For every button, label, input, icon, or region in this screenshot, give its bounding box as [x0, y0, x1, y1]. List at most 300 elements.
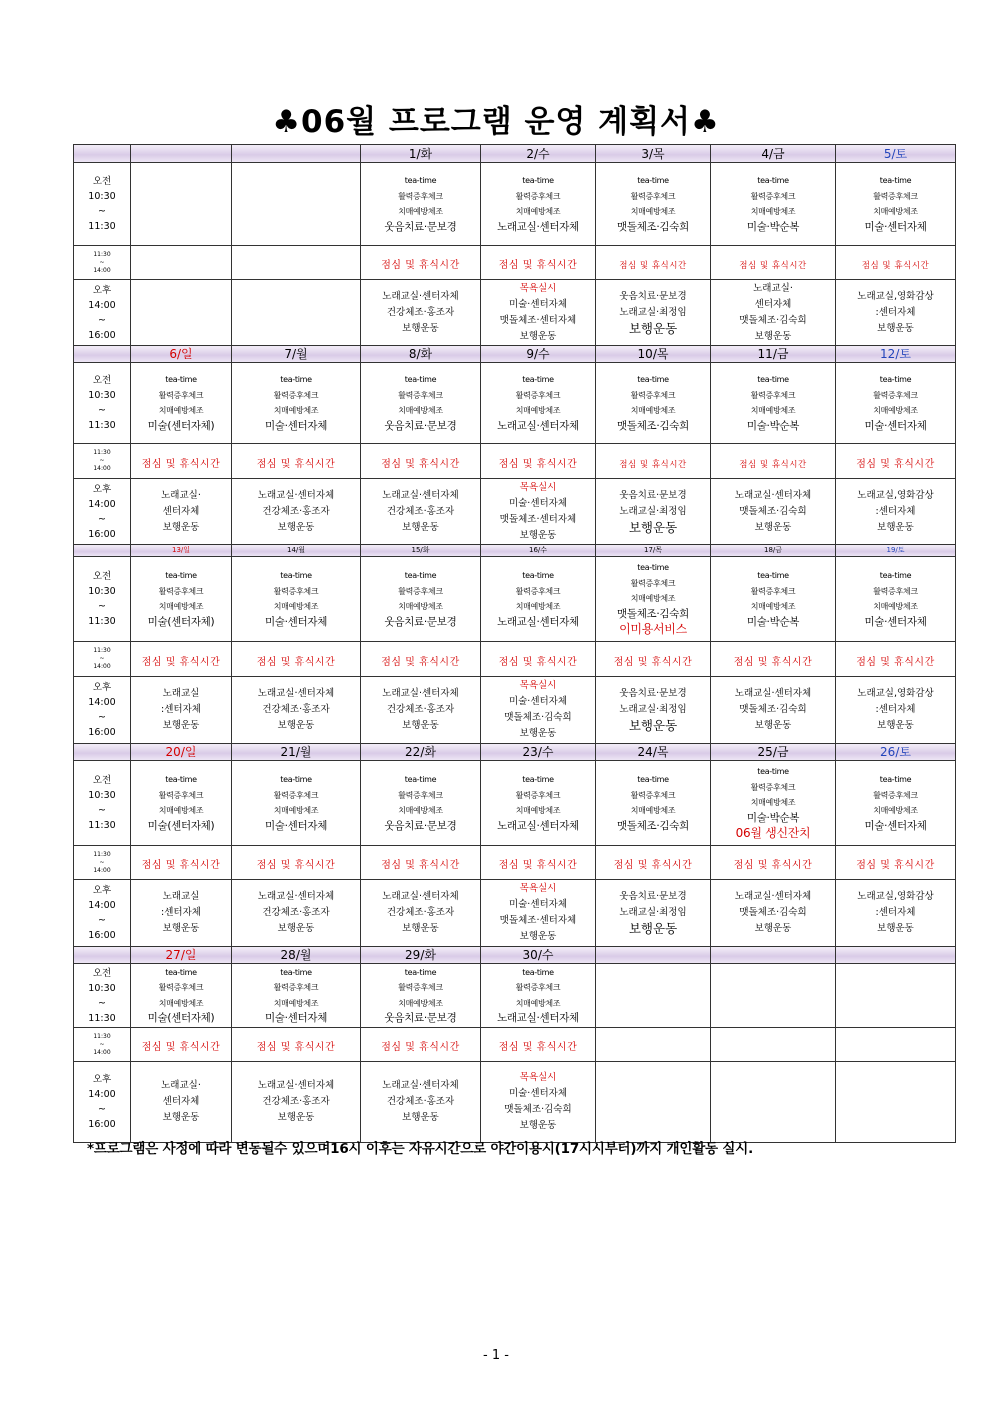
afternoon-cell [711, 280, 836, 346]
afternoon-cell [711, 479, 836, 545]
date-label: 18/금 [763, 546, 783, 554]
time-text: 11:30 [88, 820, 116, 831]
program-line: 보행운동 [754, 330, 792, 342]
time-text: 11:30 [88, 221, 116, 232]
lunch-cell [131, 1028, 232, 1062]
afternoon-cell [361, 1062, 481, 1143]
lunch-row [74, 444, 956, 479]
afternoon-cell [361, 280, 481, 346]
afternoon-program-list [232, 1078, 360, 1126]
program-line: 맷돌체조·김숙희 [504, 712, 572, 723]
program-line: 건강체조·홍조자 [386, 306, 455, 318]
morning-cell [232, 964, 361, 1028]
date-label: 12/토 [880, 347, 911, 361]
program-line: 노래교실·최정임 [619, 306, 687, 318]
program-line: 활력증후체크 [158, 586, 204, 596]
date-header [596, 145, 711, 163]
program-line: 웃음치료·문보경 [619, 489, 687, 501]
program-line: 치매예방체조 [630, 207, 676, 216]
time-text: ~ [98, 805, 106, 816]
program-line: 미술(센터자체) [147, 615, 215, 628]
program-line: 활력증후체크 [515, 586, 561, 596]
lunch-cell [836, 846, 956, 880]
lunch-text: 점심 및 휴식시간 [856, 458, 935, 470]
afternoon-cell [481, 880, 596, 947]
program-line: 맷돌체조·김숙희 [739, 704, 807, 715]
date-header [481, 346, 596, 363]
morning-empty-cell [232, 163, 361, 246]
date-label: 16/수 [528, 546, 548, 554]
program-line: tea-time [757, 767, 789, 777]
lunch-cell [232, 846, 361, 880]
program-line: 활력증후체크 [273, 790, 319, 800]
program-line: 노래교실·센터자체 [734, 688, 812, 699]
afternoon-cell [836, 280, 956, 346]
program-line: 보행운동 [402, 720, 439, 731]
program-line: 건강체조·홍조자 [386, 505, 455, 517]
time-text: ~ [98, 314, 106, 326]
program-line: 치매예방체조 [158, 406, 204, 415]
program-line: 치매예방체조 [273, 806, 319, 815]
date-header [596, 346, 711, 363]
date-header [361, 346, 481, 363]
afternoon-program-list [836, 889, 955, 937]
afternoon-row [74, 280, 956, 346]
program-line: 미술·센터자체 [264, 615, 328, 628]
program-line: 보행운동 [402, 923, 439, 934]
morning-program-list [711, 372, 835, 434]
afternoon-cell [131, 479, 232, 545]
lunch-text: 점심 및 휴식시간 [856, 656, 935, 668]
morning-program-list [711, 568, 835, 630]
morning-cell [481, 964, 596, 1028]
program-line: 이미용서비스 [619, 622, 687, 637]
time-label-afternoon [74, 1062, 131, 1143]
program-line: 미술·센터자체 [864, 419, 927, 432]
program-line: 활력증후체크 [873, 191, 918, 201]
program-line: tea-time [637, 375, 669, 384]
date-header [596, 545, 711, 557]
program-line: 활력증후체크 [515, 191, 561, 201]
program-line: 보행운동 [402, 521, 439, 533]
morning-program-list [596, 173, 710, 235]
program-line: 활력증후체크 [273, 586, 319, 596]
program-line: :센터자체 [875, 704, 916, 715]
morning-program-list [481, 173, 595, 235]
time-text: 14:00 [93, 266, 111, 274]
program-line: 미술·센터자체 [264, 819, 328, 832]
program-line: 웃음치료·문보경 [619, 688, 687, 699]
time-text: 10:30 [88, 982, 116, 994]
program-line: 건강체조·홍조자 [386, 704, 455, 715]
program-line: 건강체조·홍조자 [386, 907, 455, 918]
time-text: 오전 [92, 967, 112, 979]
program-line: tea-time [165, 775, 197, 784]
page-number: - 1 - [483, 1348, 509, 1363]
date-header [131, 744, 232, 761]
morning-program-list [361, 772, 480, 834]
time-text: 16:00 [88, 930, 116, 941]
date-label: 3/목 [641, 146, 665, 161]
date-header [361, 545, 481, 557]
afternoon-program-list [361, 488, 480, 536]
afternoon-program-list [711, 686, 835, 734]
time-text: 오전 [92, 775, 112, 786]
program-line: 치매예방체조 [515, 998, 561, 1008]
date-header [361, 744, 481, 761]
program-line: 활력증후체크 [398, 983, 443, 992]
program-line: 노래교실 [162, 688, 200, 699]
afternoon-program-list [711, 281, 835, 345]
morning-cell [232, 363, 361, 444]
program-line: 보행운동 [877, 923, 914, 934]
lunch-cell [596, 642, 711, 677]
date-header [836, 346, 956, 363]
time-text: ~ [98, 997, 106, 1009]
lunch-cell [131, 846, 232, 880]
program-line: 치매예방체조 [750, 798, 796, 808]
lunch-text: 점심 및 휴식시간 [856, 860, 935, 871]
afternoon-program-list [361, 686, 480, 734]
time-text: ~ [98, 206, 106, 217]
program-line: 활력증후체크 [398, 390, 443, 400]
program-line: 미술·센터자체 [508, 696, 568, 707]
morning-program-list [232, 965, 360, 1027]
date-header [131, 947, 232, 964]
lunch-cell [232, 444, 361, 479]
program-line: 치매예방체조 [750, 207, 796, 216]
date-header [131, 545, 232, 557]
time-label-afternoon [74, 280, 131, 346]
date-header [131, 145, 232, 163]
time-text: 16:00 [88, 727, 116, 738]
morning-cell [361, 363, 481, 444]
program-line: 치매예방체조 [273, 998, 319, 1008]
program-line: 보행운동 [402, 1112, 439, 1123]
morning-cell [836, 163, 956, 246]
lunch-cell [481, 444, 596, 479]
afternoon-cell [361, 880, 481, 947]
date-label: 27/일 [165, 948, 197, 962]
program-line: 보행운동 [877, 322, 914, 334]
program-line: 목욕실시 [519, 481, 557, 493]
morning-cell [711, 163, 836, 246]
program-line: 맷돌체조·김숙희 [739, 314, 807, 326]
morning-cell [836, 363, 956, 444]
afternoon-cell [481, 677, 596, 744]
afternoon-program-list [836, 686, 955, 734]
time-text: 16:00 [88, 1119, 116, 1130]
date-header [232, 145, 361, 163]
date-header [481, 744, 596, 761]
date-header [836, 145, 956, 163]
time-text: 오후 [92, 1074, 112, 1085]
date-label: 17/목 [643, 546, 663, 554]
afternoon-row [74, 1062, 956, 1143]
time-text: 11:30 [88, 616, 116, 627]
afternoon-cell [481, 1062, 596, 1143]
program-line: 웃음치료·문보경 [384, 419, 457, 432]
time-text: 14:00 [88, 299, 116, 311]
date-header [481, 947, 596, 964]
program-line: 활력증후체크 [873, 586, 918, 596]
time-text: 14:00 [88, 1089, 116, 1100]
date-label: 7/월 [284, 347, 308, 361]
footnote: *프로그램은 사정에 따라 변동될수 있으며16시 이후는 자유시간으로 야간이용시(17시시부터)까지 개인활동 실시. [87, 1141, 754, 1157]
program-line: 센터자체 [162, 505, 200, 517]
program-line: tea-time [522, 176, 554, 185]
date-label: 19/토 [886, 546, 905, 554]
program-line: tea-time [757, 176, 789, 185]
time-text: 오후 [92, 483, 112, 495]
program-line: 보행운동 [628, 320, 678, 336]
program-line: 치매예방체조 [398, 806, 443, 815]
date-header [711, 744, 836, 761]
program-line: 센터자체 [162, 1096, 200, 1107]
program-line: tea-time [522, 775, 554, 784]
lunch-text: 점심 및 휴식시간 [861, 261, 930, 271]
program-line: :센터자체 [161, 907, 201, 918]
morning-cell [596, 163, 711, 246]
morning-program-list [481, 372, 595, 434]
lunch-text: 점심 및 휴식시간 [498, 260, 578, 271]
program-line: 활력증후체크 [273, 983, 319, 992]
program-line: 맷돌체조·김숙희 [617, 607, 689, 620]
afternoon-program-list [836, 289, 955, 337]
morning-program-list [596, 372, 710, 434]
afternoon-program-list [131, 488, 231, 536]
lunch-text: 점심 및 휴식시간 [733, 860, 813, 871]
program-line: 06월 생신잔치 [735, 826, 811, 841]
program-line: 보행운동 [277, 923, 315, 934]
date-header [361, 145, 481, 163]
program-line: tea-time [165, 571, 197, 580]
program-line: 보행운동 [277, 521, 315, 533]
morning-empty-cell [711, 964, 836, 1028]
week-header-row [74, 947, 956, 964]
date-header [481, 145, 596, 163]
time-text: 오전 [92, 571, 112, 582]
time-text: 14:00 [93, 663, 111, 670]
lunch-cell [836, 444, 956, 479]
program-line: tea-time [879, 176, 912, 185]
program-line: 치매예방체조 [515, 207, 561, 216]
morning-cell [596, 363, 711, 444]
lunch-text: 점심 및 휴식시간 [733, 656, 813, 668]
program-line: 보행운동 [628, 718, 678, 733]
program-line: 치매예방체조 [873, 406, 918, 415]
program-line: tea-time [522, 375, 554, 384]
lunch-cell [361, 642, 481, 677]
lunch-row [74, 642, 956, 677]
lunch-text: 점심 및 휴식시간 [141, 860, 221, 871]
program-line: 미술·센터자체 [508, 899, 568, 910]
morning-cell [481, 163, 596, 246]
program-line: tea-time [404, 775, 437, 784]
header-corner [74, 947, 131, 964]
morning-program-list [481, 772, 595, 834]
program-line: 노래교실·센터자체 [382, 290, 459, 302]
lunch-text: 점심 및 휴식시간 [141, 1042, 221, 1053]
program-line: 노래교실·센터자체 [497, 1012, 579, 1024]
lunch-text: 점심 및 휴식시간 [256, 860, 336, 871]
program-line: 보행운동 [519, 330, 557, 342]
program-line: :센터자체 [875, 505, 916, 517]
program-line: 보행운동 [277, 1112, 315, 1123]
afternoon-cell [481, 280, 596, 346]
time-label-afternoon [74, 880, 131, 947]
morning-program-list [361, 372, 480, 434]
program-line: 미술·센터자체 [264, 1012, 328, 1024]
morning-program-list [232, 568, 360, 630]
program-line: 활력증후체크 [158, 790, 204, 800]
date-header [836, 545, 956, 557]
date-header [232, 545, 361, 557]
program-line: 치매예방체조 [630, 406, 676, 415]
afternoon-program-list [711, 488, 835, 536]
program-line: 미술·박순복 [746, 220, 800, 233]
morning-cell [596, 557, 711, 642]
program-line: 건강체조·홍조자 [262, 907, 330, 918]
lunch-text: 점심 및 휴식시간 [381, 656, 460, 668]
date-label: 6/일 [169, 347, 193, 361]
program-line: 보행운동 [162, 720, 200, 731]
time-text: 16:00 [88, 329, 116, 341]
morning-program-list [711, 764, 835, 842]
program-line: 노래교실,영화감상 [857, 688, 934, 699]
morning-row [74, 363, 956, 444]
program-line: 맷돌체조·김숙희 [739, 907, 807, 918]
program-line: 맷돌체조·김숙희 [617, 220, 689, 233]
time-text: 14:00 [88, 697, 116, 708]
afternoon-cell [596, 280, 711, 346]
lunch-cell [131, 642, 232, 677]
program-line: 활력증후체크 [750, 390, 796, 400]
lunch-text: 점심 및 휴식시간 [381, 458, 460, 470]
program-line: 노래교실· [161, 489, 201, 501]
program-line: 보행운동 [877, 521, 914, 533]
program-line: 목욕실시 [519, 282, 557, 294]
lunch-cell [361, 246, 481, 280]
lunch-text: 점심 및 휴식시간 [498, 458, 578, 470]
program-line: 치매예방체조 [515, 602, 561, 611]
morning-cell [131, 557, 232, 642]
afternoon-empty-cell [131, 280, 232, 346]
lunch-row [74, 1028, 956, 1062]
morning-cell [596, 761, 711, 846]
date-label: 24/목 [637, 745, 669, 759]
time-label-lunch [74, 246, 131, 280]
date-header [836, 947, 956, 964]
time-text: ~ [98, 601, 106, 612]
schedule-table [73, 144, 956, 1143]
program-line: 치매예방체조 [873, 207, 918, 216]
afternoon-cell [232, 677, 361, 744]
program-line: 치매예방체조 [873, 602, 918, 611]
afternoon-program-list [232, 488, 360, 536]
program-line: 노래교실 [162, 891, 200, 902]
program-line: 보행운동 [162, 521, 200, 533]
lunch-cell [361, 846, 481, 880]
morning-cell [481, 363, 596, 444]
program-line: 미술·박순복 [746, 419, 800, 432]
date-label: 11/금 [757, 347, 789, 361]
program-line: 건강체조·홍조자 [262, 505, 330, 517]
time-label-morning [74, 363, 131, 444]
lunch-text: 점심 및 휴식시간 [381, 260, 460, 271]
time-text: 14:00 [93, 465, 111, 472]
morning-cell [232, 557, 361, 642]
morning-empty-cell [596, 964, 711, 1028]
morning-cell [481, 557, 596, 642]
lunch-cell [481, 642, 596, 677]
afternoon-program-list [481, 281, 595, 345]
program-line: 치매예방체조 [398, 602, 443, 611]
lunch-cell [836, 246, 956, 280]
lunch-cell [481, 246, 596, 280]
program-line: 보행운동 [519, 728, 557, 739]
program-line: 노래교실·센터자체 [497, 615, 579, 628]
afternoon-cell [711, 880, 836, 947]
program-line: tea-time [404, 176, 437, 185]
program-line: 활력증후체크 [750, 191, 796, 201]
time-text: 10:30 [88, 191, 116, 202]
program-line: 맷돌체조·김숙희 [504, 1104, 572, 1115]
time-text: 오후 [92, 682, 112, 693]
afternoon-program-list [596, 889, 710, 937]
program-line: 치매예방체조 [398, 207, 443, 216]
program-line: 미술·센터자체 [864, 615, 927, 628]
lunch-text: 점심 및 휴식시간 [613, 656, 693, 668]
date-header [711, 947, 836, 964]
morning-cell [232, 761, 361, 846]
time-text: 11:30 [93, 250, 111, 258]
program-line: 미술·센터자체 [508, 298, 568, 310]
afternoon-program-list [232, 686, 360, 734]
lunch-row [74, 246, 956, 280]
program-line: :센터자체 [161, 704, 201, 715]
program-line: 보행운동 [754, 923, 792, 934]
lunch-cell [711, 246, 836, 280]
time-label-lunch [74, 444, 131, 479]
program-line: 노래교실·센터자체 [382, 891, 459, 902]
program-line: 목욕실시 [519, 1072, 557, 1083]
morning-program-list [232, 372, 360, 434]
program-line: tea-time [879, 375, 912, 384]
afternoon-program-list [131, 686, 231, 734]
time-text: ~ [99, 858, 105, 866]
lunch-cell [596, 246, 711, 280]
morning-program-list [596, 772, 710, 834]
morning-program-list [131, 568, 231, 630]
time-text: 오전 [92, 375, 112, 386]
program-line: 보행운동 [628, 921, 678, 936]
program-line: 치매예방체조 [630, 594, 676, 604]
afternoon-cell [596, 677, 711, 744]
time-text: 10:30 [88, 790, 116, 801]
morning-row [74, 163, 956, 246]
date-header [232, 346, 361, 363]
program-line: 미술(센터자체) [147, 1012, 215, 1024]
program-line: 치매예방체조 [515, 406, 561, 415]
time-text: 오후 [92, 284, 112, 296]
lunch-text: 점심 및 휴식시간 [619, 459, 687, 470]
date-header [711, 145, 836, 163]
morning-cell [711, 557, 836, 642]
lunch-text: 점심 및 휴식시간 [619, 261, 687, 271]
lunch-cell [232, 642, 361, 677]
program-line: tea-time [404, 375, 437, 384]
